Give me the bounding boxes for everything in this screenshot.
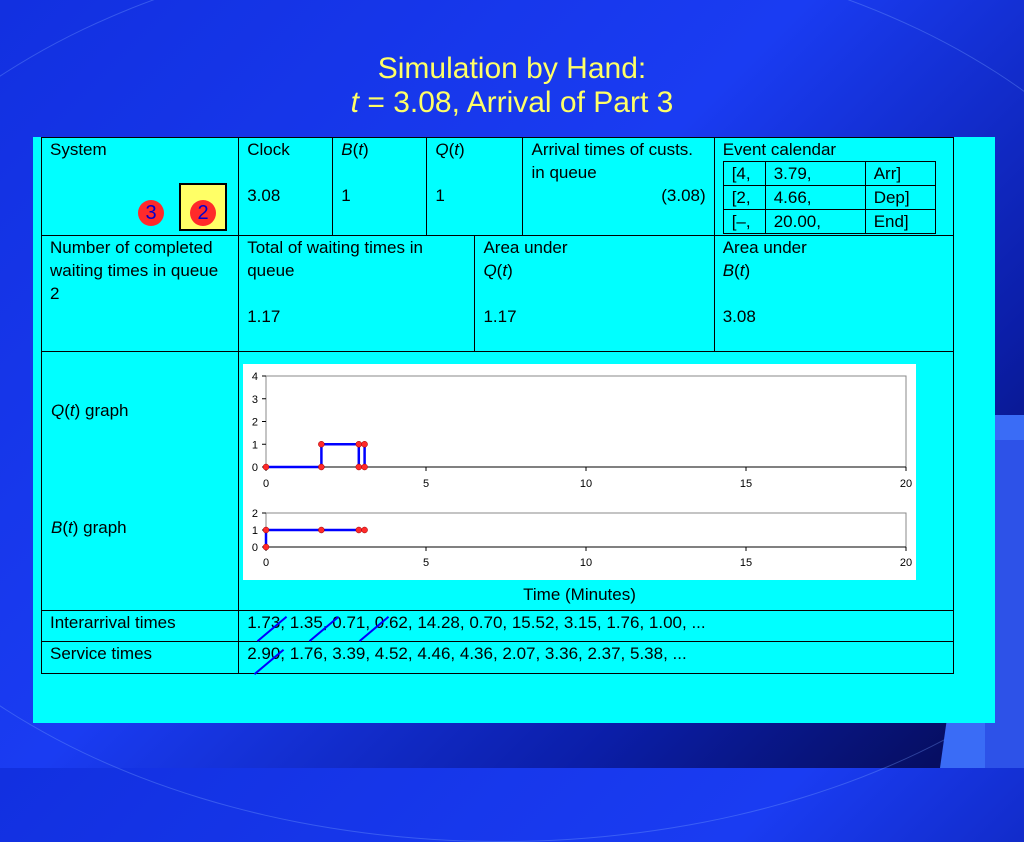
data-point <box>318 464 324 470</box>
arrival-times-value: (3.08) <box>661 186 706 205</box>
y-tick-label: 0 <box>251 542 258 554</box>
q-cell <box>427 138 523 236</box>
event-calendar-cell <box>714 138 953 236</box>
state-row <box>42 138 954 236</box>
q-label: Q(t) <box>435 140 465 159</box>
data-point <box>356 527 362 533</box>
area-q-cell <box>475 236 714 352</box>
event-calendar-list <box>723 161 936 234</box>
total-waiting-label: Total of waiting times in queue <box>247 238 423 280</box>
data-point <box>263 464 269 470</box>
b-graph-label: B(t) graph <box>51 518 127 537</box>
interarrival-label: Interarrival times <box>42 611 239 642</box>
data-point <box>318 441 324 447</box>
area-q-symbol: Q(t) <box>483 261 513 280</box>
y-tick-label: 3 <box>251 393 258 406</box>
data-point <box>318 527 324 533</box>
clock-value: 3.08 <box>247 186 281 205</box>
interarrival-row <box>42 611 954 642</box>
statistics-row <box>42 236 954 352</box>
x-tick-label: 0 <box>262 557 270 569</box>
x-tick-label: 20 <box>899 557 913 569</box>
step-charts <box>243 364 916 580</box>
server-customer-token: 2 <box>190 200 216 226</box>
y-tick-label: 2 <box>251 508 258 520</box>
area-q-value: 1.17 <box>483 307 517 326</box>
series-line <box>266 444 365 467</box>
service-row <box>42 642 954 674</box>
area-b-label: Area under <box>722 238 807 257</box>
event-entry: [2, 4.66, Dep] <box>723 186 935 210</box>
series-line <box>266 530 365 547</box>
b-cell <box>333 138 427 236</box>
x-tick-label: 15 <box>739 557 753 569</box>
clock-cell <box>239 138 333 236</box>
y-tick-label: 1 <box>251 439 258 452</box>
num-completed-label: Number of completed waiting times in queue <box>50 238 219 280</box>
x-tick-label: 15 <box>739 478 753 490</box>
queue-customer-token: 3 <box>138 200 164 226</box>
area-b-cell <box>714 236 953 352</box>
area-b-value: 3.08 <box>722 307 756 326</box>
x-tick-label: 10 <box>579 478 593 490</box>
service-label: Service times <box>42 642 239 674</box>
title-line-2 <box>0 86 1024 120</box>
total-waiting-value: 1.17 <box>247 307 281 326</box>
system-cell <box>42 138 239 236</box>
event-calendar-label: Event calendar <box>722 140 837 159</box>
clock-label: Clock <box>247 140 290 159</box>
data-point <box>263 544 269 550</box>
x-tick-label: 5 <box>422 478 430 490</box>
title-t-var: t <box>350 86 359 119</box>
event-entry: [4, 3.79, Arr] <box>723 162 935 186</box>
title-line-2-rest: = 3.08, Arrival of Part 3 <box>359 86 674 119</box>
graph-labels-cell <box>42 352 239 611</box>
q-graph-label: Q(t) graph <box>51 401 129 420</box>
area-q-label: Area under <box>483 238 568 257</box>
x-tick-label: 10 <box>579 557 593 569</box>
y-tick-label: 2 <box>251 416 258 429</box>
y-tick-label: 4 <box>251 371 258 383</box>
num-completed-value: 2 <box>50 284 60 303</box>
x-tick-label: 20 <box>899 478 913 490</box>
data-point <box>362 527 368 533</box>
b-value: 1 <box>341 186 351 205</box>
data-point <box>362 464 368 470</box>
data-point <box>356 464 362 470</box>
slide-title <box>0 52 1024 120</box>
system-label: System <box>50 140 107 159</box>
arrival-times-cell <box>523 138 714 236</box>
x-tick-label: 0 <box>262 478 270 490</box>
data-point <box>263 527 269 533</box>
x-axis-caption: Time (Minutes) <box>523 585 636 604</box>
area-b-symbol: B(t) <box>722 261 751 280</box>
q-value: 1 <box>435 186 445 205</box>
event-entry: [–, 20.00, End] <box>723 210 935 234</box>
total-waiting-cell <box>239 236 475 352</box>
title-line-1: Simulation by Hand: <box>377 52 647 85</box>
data-point <box>362 441 368 447</box>
graphs-area <box>243 364 916 580</box>
interarrival-values: 1.73, 1.35, 0.71, 0.62, 14.28, 0.70, 15.52, 3.15, 1.76, 1.00, ... <box>239 611 954 642</box>
plot-frame <box>266 376 906 467</box>
num-completed-cell <box>42 236 239 352</box>
y-tick-label: 1 <box>251 525 258 537</box>
data-point <box>356 441 362 447</box>
service-values: 2.90, 1.76, 3.39, 4.52, 4.46, 4.36, 2.07, 3.36, 2.37, 5.38, ... <box>239 642 954 674</box>
y-tick-label: 0 <box>251 462 258 474</box>
system-diagram <box>50 161 230 231</box>
x-tick-label: 5 <box>422 557 430 569</box>
arrival-times-label: Arrival times of custs. in queue <box>531 140 694 182</box>
b-label: B(t) <box>341 140 369 159</box>
